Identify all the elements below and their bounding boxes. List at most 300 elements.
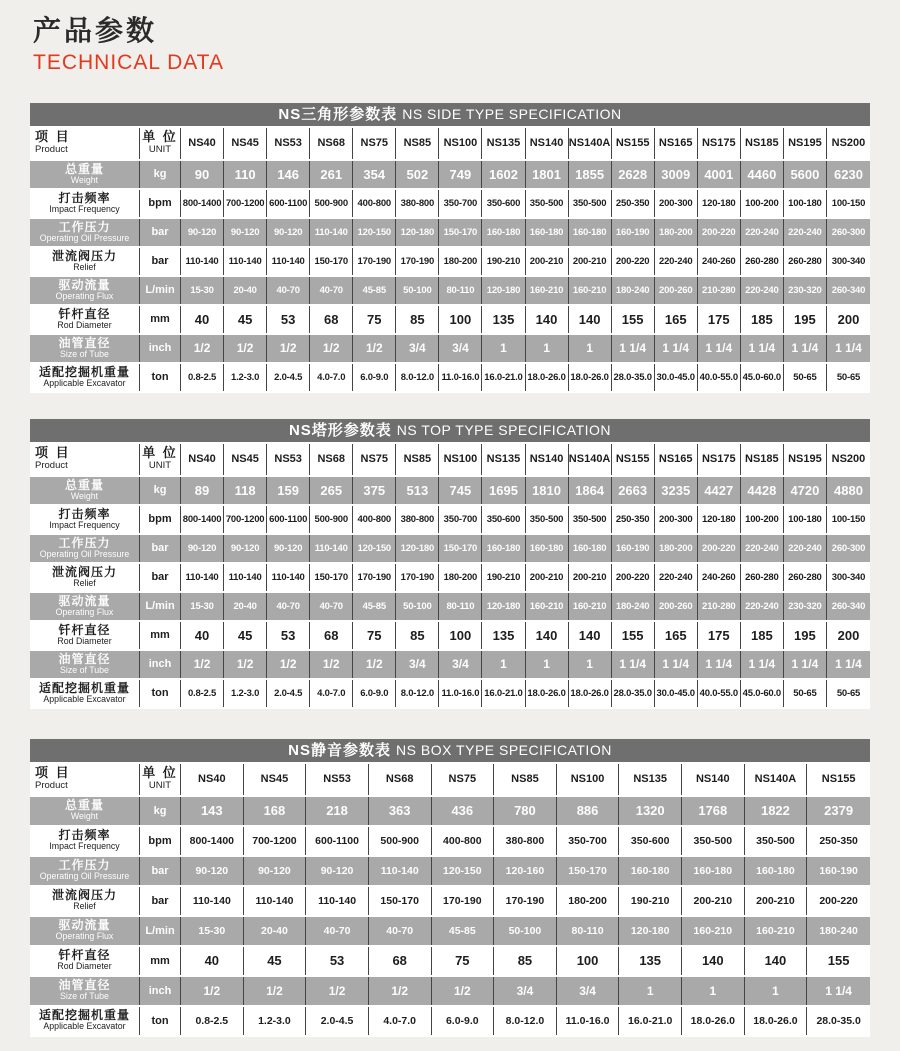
data-cell: 1822 [745, 797, 808, 825]
header-model-cell: NS75 [432, 764, 495, 795]
header-product-en: Product [35, 144, 68, 156]
data-cell: 180-240 [807, 917, 870, 945]
data-cell: 1.2-3.0 [224, 680, 267, 707]
data-cell: 350-700 [557, 827, 620, 855]
data-cell: 160-210 [569, 277, 612, 304]
row-label-cell [30, 306, 140, 333]
data-cell: 700-1200 [224, 506, 267, 533]
header-unit-en: UNIT [148, 780, 172, 792]
data-cell: 175 [698, 622, 741, 649]
data-cell: 160-190 [612, 219, 655, 246]
data-cell: 100-150 [827, 190, 870, 217]
data-cell: 1/2 [224, 335, 267, 362]
row-unit-cell: mm [140, 622, 181, 649]
header-product-cell [30, 764, 140, 795]
data-cell: 200-210 [569, 564, 612, 591]
data-cell: 350-500 [526, 190, 569, 217]
data-cell: 250-350 [612, 190, 655, 217]
data-cell: 380-800 [396, 190, 439, 217]
data-cell: 100 [557, 947, 620, 975]
data-cell: 120-180 [698, 190, 741, 217]
row-label-zh: 适配挖掘机重量 [38, 364, 130, 379]
data-cell: 6.0-9.0 [353, 364, 396, 391]
row-label-zh: 驱动流量 [58, 918, 111, 933]
data-cell: 110 [224, 161, 267, 188]
header-model-cell: NS68 [310, 444, 353, 475]
data-cell: 110-140 [224, 248, 267, 275]
data-cell: 260-280 [741, 564, 784, 591]
header-product-zh: 项 目 [35, 129, 71, 145]
data-cell: 700-1200 [244, 827, 307, 855]
data-cell: 4460 [741, 161, 784, 188]
row-label-en: Impact Frequency [49, 841, 120, 852]
table-row [30, 857, 870, 885]
data-cell: 160-180 [526, 535, 569, 562]
data-cell: 500-900 [369, 827, 432, 855]
header-model-cell: NS175 [698, 128, 741, 159]
spec-table [30, 762, 870, 1037]
data-cell: 4720 [784, 477, 827, 504]
data-cell: 68 [310, 622, 353, 649]
data-cell: 1320 [619, 797, 682, 825]
row-label-en: Rod Diameter [57, 319, 112, 330]
data-cell: 4428 [741, 477, 784, 504]
data-cell: 1 1/4 [807, 977, 870, 1005]
data-cell: 120-180 [396, 535, 439, 562]
data-cell: 749 [439, 161, 482, 188]
data-cell: 20-40 [224, 593, 267, 620]
data-cell: 5600 [784, 161, 827, 188]
data-cell: 3235 [655, 477, 698, 504]
data-cell: 3/4 [439, 335, 482, 362]
table-title-band [30, 103, 870, 126]
row-label-zh: 油管直径 [58, 335, 111, 350]
row-label-cell [30, 593, 140, 620]
data-cell: 200 [827, 622, 870, 649]
data-cell: 0.8-2.5 [181, 364, 224, 391]
data-cell: 11.0-16.0 [557, 1007, 620, 1035]
table-row [30, 306, 870, 333]
data-cell: 1 [619, 977, 682, 1005]
data-cell: 168 [244, 797, 307, 825]
table-title-zh: NS塔形参数表 [288, 421, 392, 439]
data-cell: 50-100 [396, 277, 439, 304]
row-label-en: Size of Tube [60, 991, 109, 1002]
header-product-en: Product [35, 780, 68, 792]
data-cell: 3009 [655, 161, 698, 188]
data-cell: 40.0-55.0 [698, 364, 741, 391]
data-cell: 400-800 [432, 827, 495, 855]
data-cell: 3/4 [439, 651, 482, 678]
data-cell: 260-280 [741, 248, 784, 275]
row-label-en: Applicable Excavator [43, 1021, 126, 1032]
data-cell: 18.0-26.0 [569, 680, 612, 707]
data-cell: 185 [741, 622, 784, 649]
data-cell: 1 [482, 335, 525, 362]
data-cell: 110-140 [181, 564, 224, 591]
data-cell: 110-140 [181, 248, 224, 275]
row-label-en: Relief [73, 901, 96, 912]
data-cell: 110-140 [310, 219, 353, 246]
row-label-cell [30, 917, 140, 945]
row-label-cell [30, 506, 140, 533]
row-label-cell [30, 651, 140, 678]
data-cell: 160-210 [526, 593, 569, 620]
header-model-cell: NS185 [741, 444, 784, 475]
table-row [30, 364, 870, 391]
row-label-en: Weight [70, 811, 99, 822]
data-cell: 45.0-60.0 [741, 364, 784, 391]
data-cell: 160-180 [745, 857, 808, 885]
data-cell: 120-160 [494, 857, 557, 885]
row-unit-cell: bpm [140, 190, 181, 217]
data-cell: 200-220 [807, 887, 870, 915]
row-label-en: Weight [70, 174, 99, 185]
data-cell: 250-350 [612, 506, 655, 533]
header-product-zh: 项 目 [35, 445, 71, 461]
header-product-zh: 项 目 [35, 765, 71, 781]
header-model-cell: NS175 [698, 444, 741, 475]
table-title-zh: NS三角形参数表 [278, 105, 398, 123]
row-label-cell [30, 622, 140, 649]
page-header [0, 0, 900, 75]
data-cell: 110-140 [267, 248, 310, 275]
data-cell: 800-1400 [181, 506, 224, 533]
data-cell: 40-70 [310, 593, 353, 620]
row-unit-cell: inch [140, 651, 181, 678]
data-cell: 45.0-60.0 [741, 680, 784, 707]
row-unit-cell: mm [140, 306, 181, 333]
data-cell: 200-210 [745, 887, 808, 915]
table-row [30, 161, 870, 188]
data-cell: 18.0-26.0 [569, 364, 612, 391]
row-label-zh: 打击频率 [58, 190, 111, 205]
data-cell: 28.0-35.0 [612, 680, 655, 707]
header-model-cell: NS195 [784, 444, 827, 475]
header-model-cell: NS40 [181, 444, 224, 475]
row-label-en: Impact Frequency [49, 519, 120, 530]
table-title-band [30, 739, 870, 762]
row-unit-cell: L/min [140, 593, 181, 620]
row-label-cell [30, 857, 140, 885]
data-cell: 350-600 [619, 827, 682, 855]
data-cell: 165 [655, 622, 698, 649]
header-unit-en: UNIT [148, 144, 172, 156]
data-cell: 90-120 [306, 857, 369, 885]
data-cell: 28.0-35.0 [807, 1007, 870, 1035]
row-unit-cell: bpm [140, 506, 181, 533]
content [0, 103, 900, 1037]
data-cell: 118 [224, 477, 267, 504]
header-model-cell: NS40 [181, 764, 244, 795]
data-cell: 1/2 [310, 651, 353, 678]
data-cell: 1 1/4 [655, 651, 698, 678]
header-product-cell [30, 444, 140, 475]
header-model-cell: NS68 [369, 764, 432, 795]
data-cell: 135 [482, 306, 525, 333]
spec-table-top [30, 419, 870, 709]
data-cell: 120-180 [619, 917, 682, 945]
data-cell: 40 [181, 306, 224, 333]
row-label-cell [30, 477, 140, 504]
header-unit-cell [140, 764, 181, 795]
row-label-zh: 工作压力 [58, 219, 111, 234]
data-cell: 50-65 [827, 680, 870, 707]
header-unit-en: UNIT [148, 460, 172, 472]
data-cell: 1/2 [181, 977, 244, 1005]
header-model-cell: NS165 [655, 128, 698, 159]
data-cell: 6.0-9.0 [353, 680, 396, 707]
row-unit-cell: mm [140, 947, 181, 975]
table-row [30, 248, 870, 275]
row-unit-cell: bar [140, 535, 181, 562]
table-row [30, 535, 870, 562]
data-cell: 1/2 [432, 977, 495, 1005]
table-row [30, 564, 870, 591]
row-label-cell [30, 335, 140, 362]
header-model-cell: NS155 [807, 764, 870, 795]
header-product-cell [30, 128, 140, 159]
data-cell: 110-140 [310, 535, 353, 562]
data-cell: 1855 [569, 161, 612, 188]
header-model-cell: NS140 [682, 764, 745, 795]
row-label-zh: 泄流阀压力 [51, 888, 117, 903]
header-model-cell: NS85 [396, 128, 439, 159]
data-cell: 0.8-2.5 [181, 680, 224, 707]
data-cell: 1/2 [369, 977, 432, 1005]
data-cell: 40-70 [306, 917, 369, 945]
data-cell: 200-220 [698, 219, 741, 246]
data-cell: 260-340 [827, 277, 870, 304]
table-row [30, 622, 870, 649]
data-cell: 40-70 [267, 277, 310, 304]
row-unit-cell: ton [140, 1007, 181, 1035]
data-cell: 200-210 [526, 564, 569, 591]
spec-table [30, 126, 870, 393]
data-cell: 100-180 [784, 190, 827, 217]
data-cell: 600-1100 [267, 506, 310, 533]
data-cell: 1/2 [306, 977, 369, 1005]
row-label-zh: 打击频率 [58, 506, 111, 521]
data-cell: 350-500 [569, 506, 612, 533]
row-unit-cell: bar [140, 857, 181, 885]
data-cell: 218 [306, 797, 369, 825]
data-cell: 180-200 [557, 887, 620, 915]
data-cell: 350-700 [439, 190, 482, 217]
data-cell: 1 [569, 651, 612, 678]
data-cell: 8.0-12.0 [494, 1007, 557, 1035]
spec-table [30, 442, 870, 709]
data-cell: 120-180 [482, 593, 525, 620]
data-cell: 180-240 [612, 593, 655, 620]
table-title-en: NS TOP TYPE SPECIFICATION [396, 421, 612, 438]
data-cell: 1 1/4 [784, 335, 827, 362]
table-row [30, 190, 870, 217]
data-cell: 45-85 [353, 593, 396, 620]
table-row [30, 219, 870, 246]
table-title-band [30, 419, 870, 442]
data-cell: 195 [784, 622, 827, 649]
data-cell: 200-220 [698, 535, 741, 562]
data-cell: 45 [224, 306, 267, 333]
data-cell: 160-180 [569, 219, 612, 246]
table-row [30, 947, 870, 975]
data-cell: 160-210 [745, 917, 808, 945]
row-label-en: Relief [73, 261, 96, 272]
data-cell: 1 [526, 335, 569, 362]
data-cell: 90-120 [224, 219, 267, 246]
data-cell: 120-180 [396, 219, 439, 246]
table-title-en: NS SIDE TYPE SPECIFICATION [402, 105, 622, 122]
row-label-zh: 适配挖掘机重量 [38, 680, 130, 695]
data-cell: 18.0-26.0 [526, 364, 569, 391]
data-cell: 1.2-3.0 [244, 1007, 307, 1035]
data-cell: 160-180 [682, 857, 745, 885]
data-cell: 1 1/4 [741, 335, 784, 362]
data-cell: 261 [310, 161, 353, 188]
data-cell: 220-240 [741, 535, 784, 562]
data-cell: 146 [267, 161, 310, 188]
data-cell: 190-210 [619, 887, 682, 915]
row-label-zh: 适配挖掘机重量 [38, 1008, 130, 1023]
row-label-zh: 总重量 [64, 798, 104, 813]
page-subtitle: TECHNICAL DATA [33, 50, 224, 74]
data-cell: 1/2 [244, 977, 307, 1005]
row-label-cell [30, 947, 140, 975]
header-model-cell: NS140 [526, 444, 569, 475]
row-label-cell [30, 887, 140, 915]
table-row [30, 277, 870, 304]
row-label-en: Operating Oil Pressure [39, 232, 130, 243]
data-cell: 1 1/4 [827, 335, 870, 362]
data-cell: 1 1/4 [612, 335, 655, 362]
row-label-zh: 钎杆直径 [58, 306, 111, 321]
data-cell: 210-280 [698, 593, 741, 620]
data-cell: 1810 [526, 477, 569, 504]
row-label-cell [30, 277, 140, 304]
data-cell: 11.0-16.0 [439, 364, 482, 391]
data-cell: 20-40 [224, 277, 267, 304]
row-label-cell [30, 680, 140, 707]
row-unit-cell: bar [140, 219, 181, 246]
row-label-cell [30, 364, 140, 391]
data-cell: 160-210 [682, 917, 745, 945]
data-cell: 90-120 [181, 219, 224, 246]
header-row [30, 764, 870, 795]
data-cell: 354 [353, 161, 396, 188]
data-cell: 75 [432, 947, 495, 975]
data-cell: 2.0-4.5 [267, 680, 310, 707]
data-cell: 200-210 [526, 248, 569, 275]
header-model-cell: NS75 [353, 444, 396, 475]
data-cell: 230-320 [784, 593, 827, 620]
data-cell: 300-340 [827, 564, 870, 591]
data-cell: 175 [698, 306, 741, 333]
data-cell: 502 [396, 161, 439, 188]
header-unit-zh: 单 位 [142, 445, 178, 461]
table-row [30, 1007, 870, 1035]
data-cell: 90-120 [267, 219, 310, 246]
data-cell: 260-300 [827, 219, 870, 246]
data-cell: 40 [181, 622, 224, 649]
data-cell: 190-210 [482, 564, 525, 591]
header-model-cell: NS200 [827, 128, 870, 159]
data-cell: 45 [244, 947, 307, 975]
data-cell: 155 [612, 306, 655, 333]
table-row [30, 887, 870, 915]
data-cell: 50-100 [494, 917, 557, 945]
data-cell: 350-500 [526, 506, 569, 533]
data-cell: 3/4 [396, 651, 439, 678]
header-model-cell: NS140A [569, 444, 612, 475]
data-cell: 90-120 [181, 535, 224, 562]
data-cell: 140 [745, 947, 808, 975]
data-cell: 50-65 [827, 364, 870, 391]
data-cell: 800-1400 [181, 827, 244, 855]
row-label-cell [30, 977, 140, 1005]
row-label-en: Rod Diameter [57, 961, 112, 972]
data-cell: 2.0-4.5 [306, 1007, 369, 1035]
header-model-cell: NS53 [306, 764, 369, 795]
data-cell: 1801 [526, 161, 569, 188]
data-cell: 18.0-26.0 [745, 1007, 808, 1035]
data-cell: 165 [655, 306, 698, 333]
row-unit-cell: bar [140, 564, 181, 591]
row-label-en: Operating Flux [55, 606, 114, 617]
header-model-cell: NS165 [655, 444, 698, 475]
table-row [30, 506, 870, 533]
data-cell: 45-85 [353, 277, 396, 304]
data-cell: 110-140 [181, 887, 244, 915]
header-model-cell: NS45 [224, 128, 267, 159]
data-cell: 500-900 [310, 190, 353, 217]
header-model-cell: NS135 [482, 444, 525, 475]
header-model-cell: NS200 [827, 444, 870, 475]
data-cell: 15-30 [181, 277, 224, 304]
data-cell: 600-1100 [306, 827, 369, 855]
data-cell: 90 [181, 161, 224, 188]
header-model-cell: NS53 [267, 444, 310, 475]
data-cell: 2663 [612, 477, 655, 504]
data-cell: 1/2 [310, 335, 353, 362]
data-cell: 180-200 [439, 564, 482, 591]
row-unit-cell: L/min [140, 917, 181, 945]
data-cell: 180-200 [655, 219, 698, 246]
data-cell: 363 [369, 797, 432, 825]
data-cell: 513 [396, 477, 439, 504]
row-label-zh: 总重量 [64, 161, 104, 176]
data-cell: 1.2-3.0 [224, 364, 267, 391]
data-cell: 180-200 [655, 535, 698, 562]
row-label-zh: 泄流阀压力 [51, 248, 117, 263]
table-title-zh: NS静音参数表 [288, 741, 392, 759]
header-model-cell: NS40 [181, 128, 224, 159]
row-label-cell [30, 564, 140, 591]
data-cell: 6.0-9.0 [432, 1007, 495, 1035]
data-cell: 375 [353, 477, 396, 504]
data-cell: 120-150 [432, 857, 495, 885]
data-cell: 600-1100 [267, 190, 310, 217]
data-cell: 1/2 [267, 651, 310, 678]
row-label-en: Applicable Excavator [43, 377, 126, 388]
data-cell: 380-800 [494, 827, 557, 855]
data-cell: 220-240 [741, 277, 784, 304]
data-cell: 886 [557, 797, 620, 825]
data-cell: 700-1200 [224, 190, 267, 217]
data-cell: 170-190 [432, 887, 495, 915]
row-label-zh: 驱动流量 [58, 277, 111, 292]
data-cell: 16.0-21.0 [482, 680, 525, 707]
